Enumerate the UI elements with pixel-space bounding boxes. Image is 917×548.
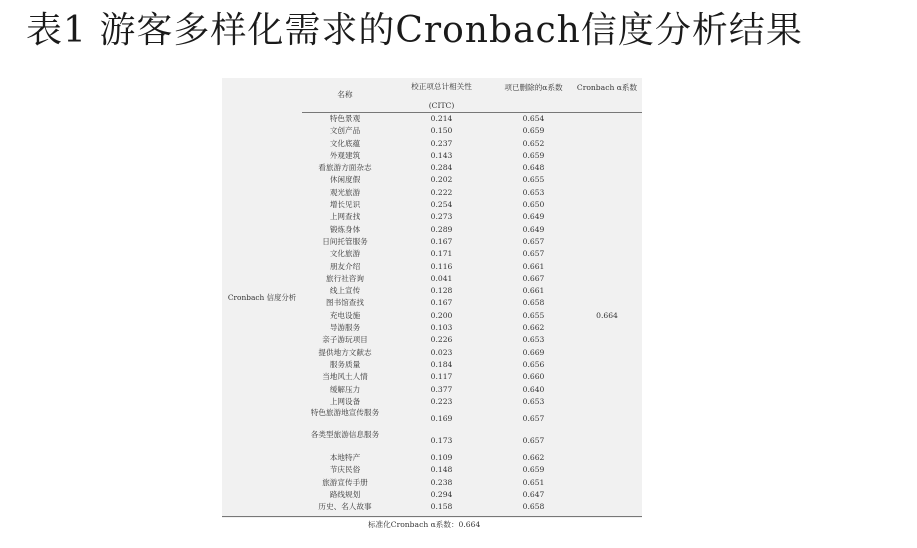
row-alpha-if-deleted: 0.659 (522, 150, 545, 160)
row-citc: 0.289 (430, 224, 453, 234)
row-alpha-if-deleted: 0.647 (522, 490, 545, 500)
table-row (222, 501, 642, 513)
row-name: 看旅游方面杂志 (318, 163, 372, 173)
row-name: 提供地方文献志 (318, 347, 372, 357)
row-alpha-if-deleted: 0.650 (522, 200, 545, 210)
row-citc: 0.223 (430, 396, 453, 406)
row-name: 上网查找 (329, 212, 361, 222)
row-name: 亲子游玩项目 (322, 335, 368, 345)
row-name: 节庆民俗 (329, 465, 361, 475)
row-alpha-if-deleted: 0.662 (522, 323, 545, 333)
row-name: 增长见识 (329, 200, 361, 210)
table-row (222, 477, 642, 489)
row-citc: 0.167 (430, 298, 453, 308)
table-row (222, 285, 642, 297)
row-alpha-if-deleted: 0.655 (522, 175, 545, 185)
table-row (222, 297, 642, 309)
row-name: 休闲度假 (329, 175, 361, 185)
row-name: 路线规划 (329, 490, 361, 500)
row-name: 特色旅游地宣传服务 (310, 408, 380, 418)
row-citc: 0.222 (430, 187, 453, 197)
row-name: 服务质量 (329, 359, 361, 369)
row-alpha-if-deleted: 0.658 (522, 502, 545, 512)
table-row (222, 273, 642, 285)
table-row (222, 224, 642, 236)
row-citc: 0.116 (430, 261, 453, 271)
row-name: 文创产品 (329, 126, 361, 136)
page-title: 表1 游客多样化需求的Cronbach信度分析结果 (26, 10, 803, 51)
row-alpha-if-deleted: 0.653 (522, 335, 545, 345)
table-row (222, 489, 642, 501)
table-row (222, 371, 642, 383)
table-row (222, 322, 642, 334)
row-citc: 0.226 (430, 335, 453, 345)
row-citc: 0.023 (430, 347, 453, 357)
row-alpha-if-deleted: 0.640 (522, 384, 545, 394)
row-name: 历史、名人故事 (318, 502, 372, 512)
table-row (222, 384, 642, 396)
table-row (222, 408, 642, 430)
row-alpha-if-deleted: 0.661 (522, 286, 545, 296)
row-alpha-if-deleted: 0.660 (522, 372, 545, 382)
row-name: 日间托管服务 (322, 236, 368, 246)
row-citc: 0.148 (430, 465, 453, 475)
row-alpha-if-deleted: 0.657 (522, 436, 545, 446)
row-citc: 0.294 (430, 490, 453, 500)
row-name: 当地风土人情 (322, 372, 368, 382)
row-name: 图书馆查找 (326, 298, 364, 308)
row-citc: 0.158 (430, 502, 453, 512)
table-row (222, 464, 642, 476)
header-cronbach-alpha: Cronbach α系数 (572, 78, 642, 113)
row-name: 外观建筑 (329, 150, 361, 160)
row-name: 特色景观 (329, 114, 361, 123)
row-alpha-if-deleted: 0.653 (522, 396, 545, 406)
header-name: 名称 (302, 78, 388, 113)
row-alpha-if-deleted: 0.654 (522, 114, 545, 123)
row-alpha-if-deleted: 0.661 (522, 261, 545, 271)
row-name: 各类型旅游信息服务 (310, 430, 380, 440)
table-bottom-rule (222, 516, 642, 517)
table-row (222, 174, 642, 186)
row-name: 文化旅游 (329, 249, 361, 259)
row-name: 旅游宣传手册 (322, 477, 368, 487)
table-row (222, 236, 642, 248)
header-alpha-if-deleted: 项已删除的α系数 (495, 78, 572, 113)
row-alpha-if-deleted: 0.659 (522, 126, 545, 136)
row-alpha-if-deleted: 0.652 (522, 138, 545, 148)
row-alpha-if-deleted: 0.667 (522, 273, 545, 283)
row-alpha-if-deleted: 0.657 (522, 236, 545, 246)
row-citc: 0.173 (430, 436, 453, 446)
header-citc-line1: 校正项总计相关性 (411, 82, 472, 91)
table-row (222, 359, 642, 371)
row-citc: 0.238 (430, 477, 453, 487)
row-alpha-if-deleted: 0.651 (522, 477, 545, 487)
row-alpha-if-deleted: 0.648 (522, 163, 545, 173)
row-citc: 0.109 (430, 453, 453, 463)
row-alpha-if-deleted: 0.657 (522, 249, 545, 259)
table-row (222, 396, 642, 408)
table-row (222, 150, 642, 162)
table-row (222, 430, 642, 452)
row-citc: 0.284 (430, 163, 453, 173)
table-row (222, 187, 642, 199)
row-alpha-if-deleted: 0.655 (522, 310, 545, 320)
table-body (222, 113, 642, 514)
table-row (222, 310, 642, 322)
table-row (222, 162, 642, 174)
row-name: 充电设施 (329, 310, 361, 320)
table-row (222, 211, 642, 223)
row-citc: 0.128 (430, 286, 453, 296)
row-name: 导游服务 (329, 323, 361, 333)
row-name: 本地特产 (329, 453, 361, 463)
row-citc: 0.167 (430, 236, 453, 246)
table-row (222, 347, 642, 359)
table-row (222, 261, 642, 273)
table-row (222, 113, 642, 125)
row-alpha-if-deleted: 0.669 (522, 347, 545, 357)
group-alpha-value: 0.664 (596, 311, 618, 320)
row-alpha-if-deleted: 0.649 (522, 212, 545, 222)
table-row (222, 334, 642, 346)
row-citc: 0.103 (430, 323, 453, 333)
row-name: 文化底蕴 (329, 138, 361, 148)
row-citc: 0.150 (430, 126, 453, 136)
row-name: 观光旅游 (329, 187, 361, 197)
row-citc: 0.214 (430, 114, 453, 123)
table-row (222, 452, 642, 464)
row-citc: 0.202 (430, 175, 453, 185)
row-citc: 0.041 (430, 273, 453, 283)
row-alpha-if-deleted: 0.659 (522, 465, 545, 475)
group-label: Cronbach 信度分析 (227, 293, 297, 302)
row-name: 朋友介绍 (329, 261, 361, 271)
table-row (222, 199, 642, 211)
row-alpha-if-deleted: 0.656 (522, 359, 545, 369)
row-alpha-if-deleted: 0.649 (522, 224, 545, 234)
row-name: 锻炼身体 (329, 224, 361, 234)
table-row (222, 125, 642, 137)
row-citc: 0.237 (430, 138, 453, 148)
row-citc: 0.171 (430, 249, 453, 259)
row-citc: 0.117 (430, 372, 453, 382)
row-alpha-if-deleted: 0.653 (522, 187, 545, 197)
row-name: 缓解压力 (329, 384, 361, 394)
row-citc: 0.254 (430, 200, 453, 210)
table-row (222, 138, 642, 150)
header-citc-line2: (CITC) (428, 101, 455, 110)
row-alpha-if-deleted: 0.662 (522, 453, 545, 463)
row-citc: 0.169 (430, 414, 453, 424)
table-row (222, 248, 642, 260)
row-alpha-if-deleted: 0.658 (522, 298, 545, 308)
row-citc: 0.184 (430, 359, 453, 369)
row-citc: 0.377 (430, 384, 453, 394)
row-alpha-if-deleted: 0.657 (522, 414, 545, 424)
row-name: 旅行社咨询 (326, 273, 364, 283)
row-name: 线上宣传 (329, 286, 361, 296)
row-citc: 0.143 (430, 150, 453, 160)
header-citc (388, 78, 495, 113)
row-name: 上网设备 (329, 396, 361, 406)
row-citc: 0.200 (430, 310, 453, 320)
row-citc: 0.273 (430, 212, 453, 222)
table-footer-note: 标准化Cronbach α系数：0.664 (368, 520, 481, 529)
